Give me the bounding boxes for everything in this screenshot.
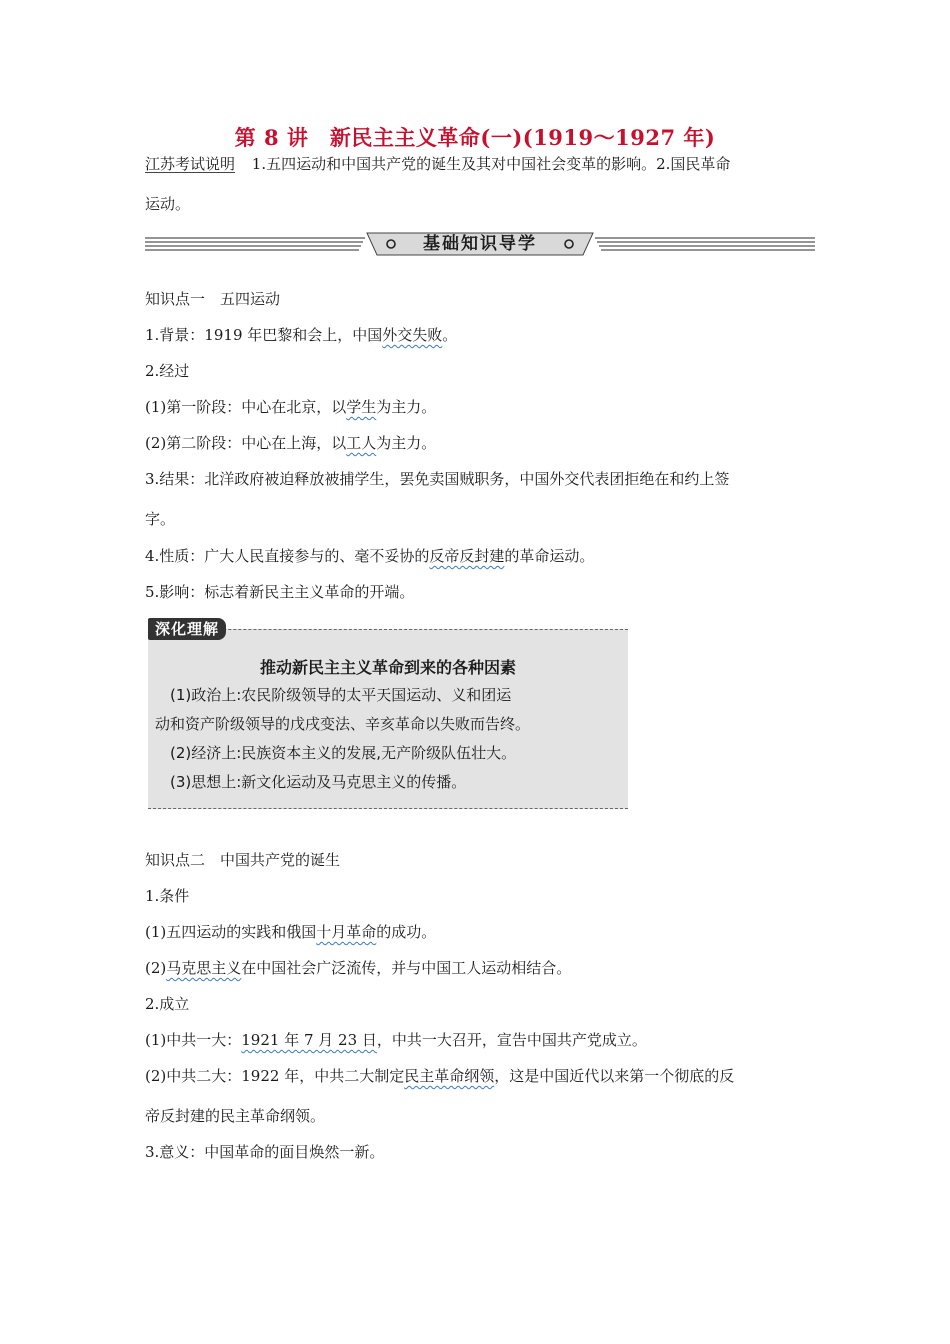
text: (2)第二阶段：中心在上海，以	[145, 434, 347, 452]
text: (1)中共一大：	[145, 1031, 242, 1049]
s1-stage-1	[145, 396, 436, 417]
section-banner	[145, 232, 815, 256]
key-term: 学生	[346, 398, 377, 416]
s2-meaning: 3.意义：中国革命的面目焕然一新。	[145, 1143, 385, 1161]
text: 的革命运动。	[504, 547, 595, 565]
exam-note-text: 1.五四运动和中国共产党的诞生及其对中国社会变革的影响。2.国民革命	[251, 155, 731, 173]
deepen-line-3: (2)经济上:民族资本主义的发展,无产阶级队伍壮大。	[170, 744, 517, 762]
key-term: 反帝反封建	[429, 547, 505, 565]
exam-note-line-2: 运动。	[145, 195, 191, 213]
key-term: 民主革命纲领	[404, 1067, 495, 1085]
s2-founding-1	[145, 1029, 647, 1050]
s1-result-2: 字。	[145, 510, 176, 528]
deepen-title: 推动新民主主义革命到来的各种因素	[259, 658, 516, 677]
text: (2)中共二大：1922 年，中共二大制定	[145, 1067, 405, 1085]
text: (1)第一阶段：中心在北京，以	[145, 398, 347, 416]
text: 的成功。	[376, 923, 437, 941]
banner-label: 基础知识导学	[423, 234, 537, 254]
s2-condition-2	[145, 957, 571, 978]
key-term: 外交失败	[382, 326, 443, 344]
s1-stage-2	[145, 432, 436, 453]
key-term: 1921 年 7 月 23 日	[241, 1031, 377, 1049]
key-term: 十月革命	[316, 923, 377, 941]
text: 4.性质：广大人民直接参与的、毫不妥协的	[145, 547, 430, 565]
text: (1)五四运动的实践和俄国	[145, 923, 317, 941]
deepen-line-2: 动和资产阶级领导的戊戌变法、辛亥革命以失败而告终。	[155, 715, 531, 733]
exam-note-line-1	[145, 153, 730, 174]
text: ，这是中国近代以来第一个彻底的反	[494, 1067, 735, 1085]
s1-impact: 5.影响：标志着新民主主义革命的开端。	[145, 583, 415, 601]
key-term: 工人	[346, 434, 377, 452]
deepen-line-4: (3)思想上:新文化运动及马克思主义的传播。	[170, 773, 467, 791]
s2-founding: 2.成立	[145, 995, 190, 1013]
key-term: 马克思主义	[166, 959, 242, 977]
s1-nature	[145, 545, 594, 566]
section2-heading: 知识点二 中国共产党的诞生	[145, 851, 341, 869]
text: 1.背景：1919 年巴黎和会上，中国	[145, 326, 383, 344]
deepen-tag: 深化理解	[148, 618, 226, 640]
deepen-line-1: (1)政治上:农民阶级领导的太平天国运动、义和团运	[170, 686, 512, 704]
text: 在中国社会广泛流传，并与中国工人运动相结合。	[241, 959, 572, 977]
text: (2)	[145, 959, 167, 977]
s2-condition-1	[145, 921, 436, 942]
s2-conditions: 1.条件	[145, 887, 190, 905]
text: 。	[442, 326, 458, 344]
s1-result-1: 3.结果：北洋政府被迫释放被捕学生，罢免卖国贼职务，中国外交代表团拒绝在和约上签	[145, 470, 730, 488]
s2-founding-2-cont: 帝反封建的民主革命纲领。	[145, 1107, 326, 1125]
text: 为主力。	[376, 434, 437, 452]
section1-heading: 知识点一 五四运动	[145, 290, 281, 308]
text: ，中共一大召开，宣告中国共产党成立。	[376, 1031, 647, 1049]
text: 为主力。	[376, 398, 437, 416]
s1-background	[145, 324, 457, 345]
exam-note-label: 江苏考试说明	[145, 155, 236, 173]
s2-founding-2	[145, 1065, 734, 1086]
lesson-title: 第 8 讲 新民主主义革命(一)(1919～1927 年)	[234, 125, 716, 150]
s1-process: 2.经过	[145, 362, 190, 380]
